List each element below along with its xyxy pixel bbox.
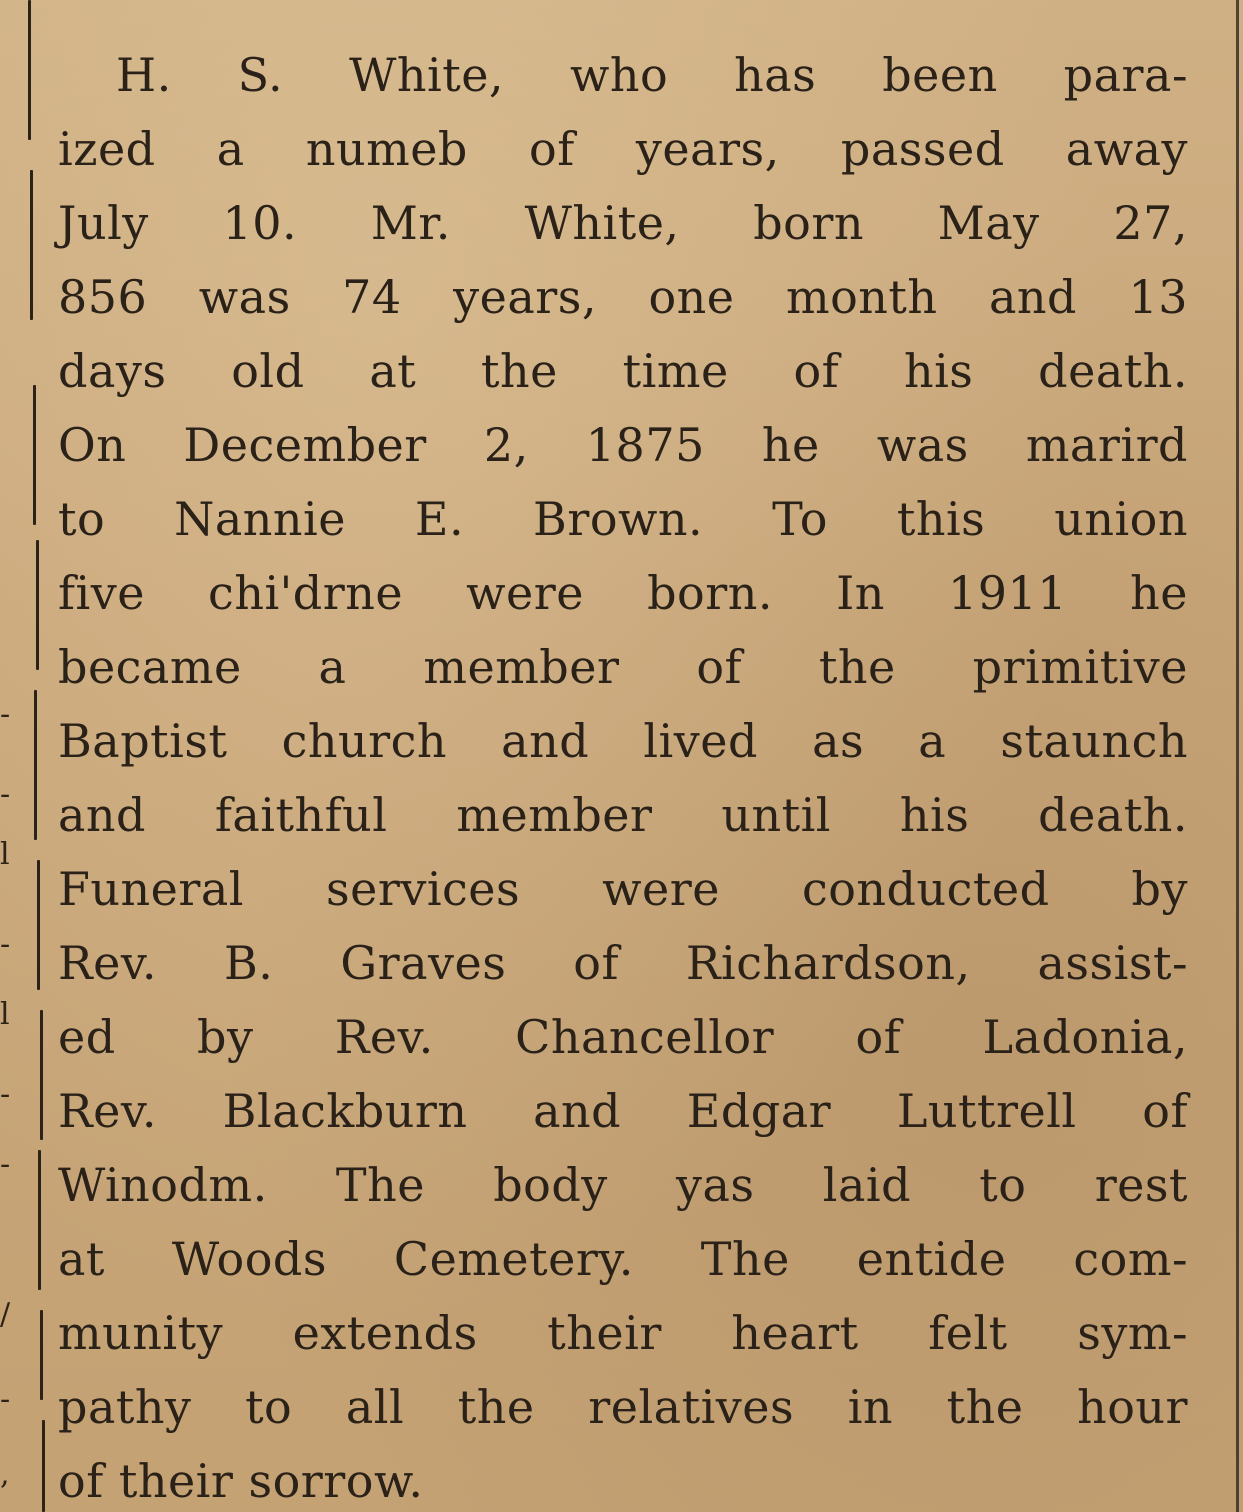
article-line: five chi'drne were born. In 1911 he [58, 566, 1188, 620]
article-line: 856 was 74 years, one month and 13 [58, 270, 1188, 324]
right-column-rule [1236, 0, 1239, 1512]
article-line: of their sorrow. [58, 1454, 424, 1508]
article-line: Funeral services were conducted by [58, 862, 1188, 916]
column-rule [30, 170, 33, 320]
article-line: munity extends their heart felt sym- [58, 1306, 1188, 1360]
article-line: and faithful member until his death. [58, 788, 1188, 842]
article-line: Baptist church and lived as a staunch [58, 714, 1188, 768]
margin-fragment-mark: - [0, 1080, 11, 1110]
column-rule [42, 1420, 45, 1512]
margin-fragment-mark: l [0, 840, 10, 870]
article-line: pathy to all the relatives in the hour [58, 1380, 1188, 1434]
article-line: became a member of the primitive [58, 640, 1188, 694]
margin-fragment-mark: , [0, 1460, 10, 1490]
article-line: ized a numeb of years, passed away [58, 122, 1188, 176]
margin-fragment-mark: - [0, 700, 11, 730]
article-line: at Woods Cemetery. The entide com- [58, 1232, 1188, 1286]
obituary-article [58, 38, 1188, 1512]
column-rule [34, 690, 37, 840]
clipped-previous-line [58, 0, 338, 10]
article-line: Rev. Blackburn and Edgar Luttrell of [58, 1084, 1188, 1138]
column-rule [38, 1150, 41, 1290]
margin-fragment-mark: / [0, 1300, 11, 1330]
margin-fragment-mark: - [0, 930, 11, 960]
column-rule [37, 860, 40, 990]
article-line: July 10. Mr. White, born May 27, [58, 196, 1188, 250]
article-line: Rev. B. Graves of Richardson, assist- [58, 936, 1188, 990]
article-line: days old at the time of his death. [58, 344, 1188, 398]
article-line: H. S. White, who has been para- [116, 48, 1188, 102]
clipped-previous-line-text [58, 0, 338, 10]
article-line: Winodm. The body yas laid to rest [58, 1158, 1188, 1212]
column-rule [40, 1310, 43, 1400]
margin-fragment-mark: - [0, 1150, 11, 1180]
column-rule [28, 0, 31, 140]
article-line: to Nannie E. Brown. To this union [58, 492, 1188, 546]
article-line: On December 2, 1875 he was marird [58, 418, 1188, 472]
article-line: ed by Rev. Chancellor of Ladonia, [58, 1010, 1188, 1064]
margin-fragment-mark: - [0, 1385, 11, 1415]
column-rule [36, 540, 39, 670]
left-column-margin [0, 0, 50, 1512]
margin-fragment-mark: - [0, 780, 11, 810]
column-rule [33, 385, 36, 525]
margin-fragment-mark: l [0, 1000, 10, 1030]
column-rule [40, 1010, 43, 1140]
